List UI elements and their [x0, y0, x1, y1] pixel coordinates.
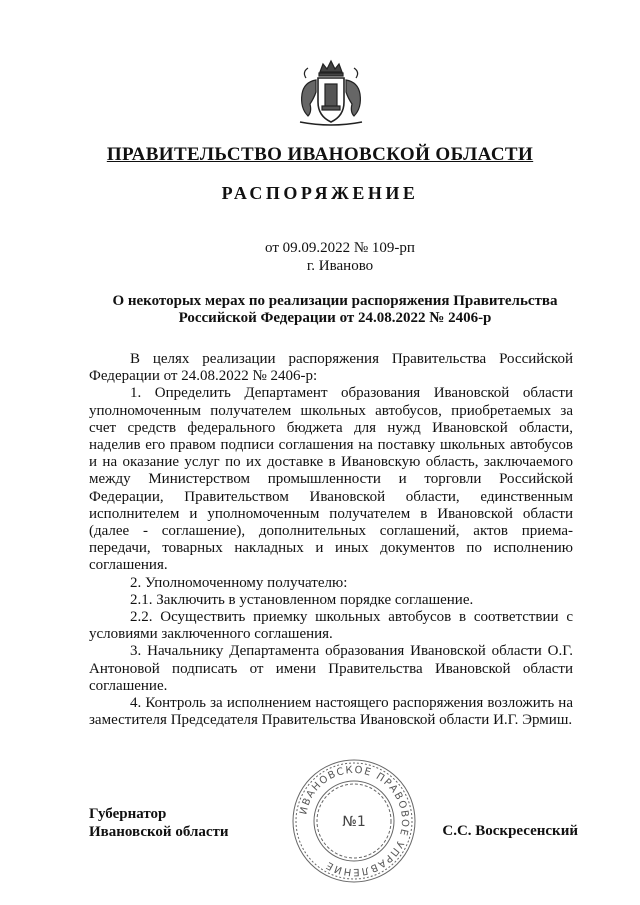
- preamble-paragraph: В целях реализации распоряжения Правительства Российской Федерации от 24.08.2022 № 2406-р:: [89, 351, 573, 385]
- item-3-paragraph: 3. Начальнику Департамента образования Ивановской области О.Г. Антоновой подписать от имени Правительства Ивановской области соглашение.: [89, 643, 573, 694]
- document-subject: О некоторых мерах по реализации распоряжения Правительства Российской Федерации от 24.08.2022 № 2406-р: [112, 293, 558, 326]
- item-4-paragraph: 4. Контроль за исполнением настоящего распоряжения возложить на заместителя Председателя Правительства Ивановской области И.Г. Эрмиш.: [89, 695, 573, 729]
- item-1-paragraph: 1. Определить Департамент образования Ивановской области уполномоченным получателем школьных автобусов, приобретаемых за счет средств федерального бюджета для нужд Ивановской области, наделив его правом подписи соглашения на поставку школьных автобусов и на оказание услуг по их доставке в Ивановскую область, заключаемого между Министерством промышленности и торговли Российской Федерации, Правительством Ивановской области, единственным исполнителем и уполномоченным получателем в Ивановской области (далее - соглашение), дополнительных соглашений, актов приема-передачи, товарных накладных и иных документов по исполнению соглашения.: [89, 385, 573, 574]
- document-type: РАСПОРЯЖЕНИЕ: [221, 183, 419, 203]
- signatory-title-line2: Ивановской области: [89, 823, 229, 840]
- seal-number: №1: [342, 814, 366, 830]
- document-body: [89, 351, 573, 729]
- item-2-paragraph: 2. Уполномоченному получателю:: [130, 574, 348, 591]
- item-2-2-paragraph: 2.2. Осуществить приемку школьных автобусов в соответствии с условиями заключенного соглашения.: [89, 609, 573, 643]
- signatory-name: С.С. Воскресенский: [442, 823, 578, 839]
- round-seal-icon: [290, 757, 418, 885]
- seal-ring-text: ИВАНОВСКОЕ ПРАВОВОЕ УПРАВЛЕНИЕ: [298, 764, 411, 878]
- document-city: г. Иваново: [306, 258, 374, 274]
- signatory-title: [89, 806, 229, 841]
- document-date-number: от 09.09.2022 № 109-рп: [265, 240, 415, 256]
- government-title: ПРАВИТЕЛЬСТВО ИВАНОВСКОЙ ОБЛАСТИ: [106, 144, 534, 165]
- signatory-title-line1: Губернатор: [89, 806, 167, 822]
- coat-of-arms-icon: [292, 58, 370, 128]
- item-2-1-paragraph: 2.1. Заключить в установленном порядке соглашение.: [130, 591, 474, 608]
